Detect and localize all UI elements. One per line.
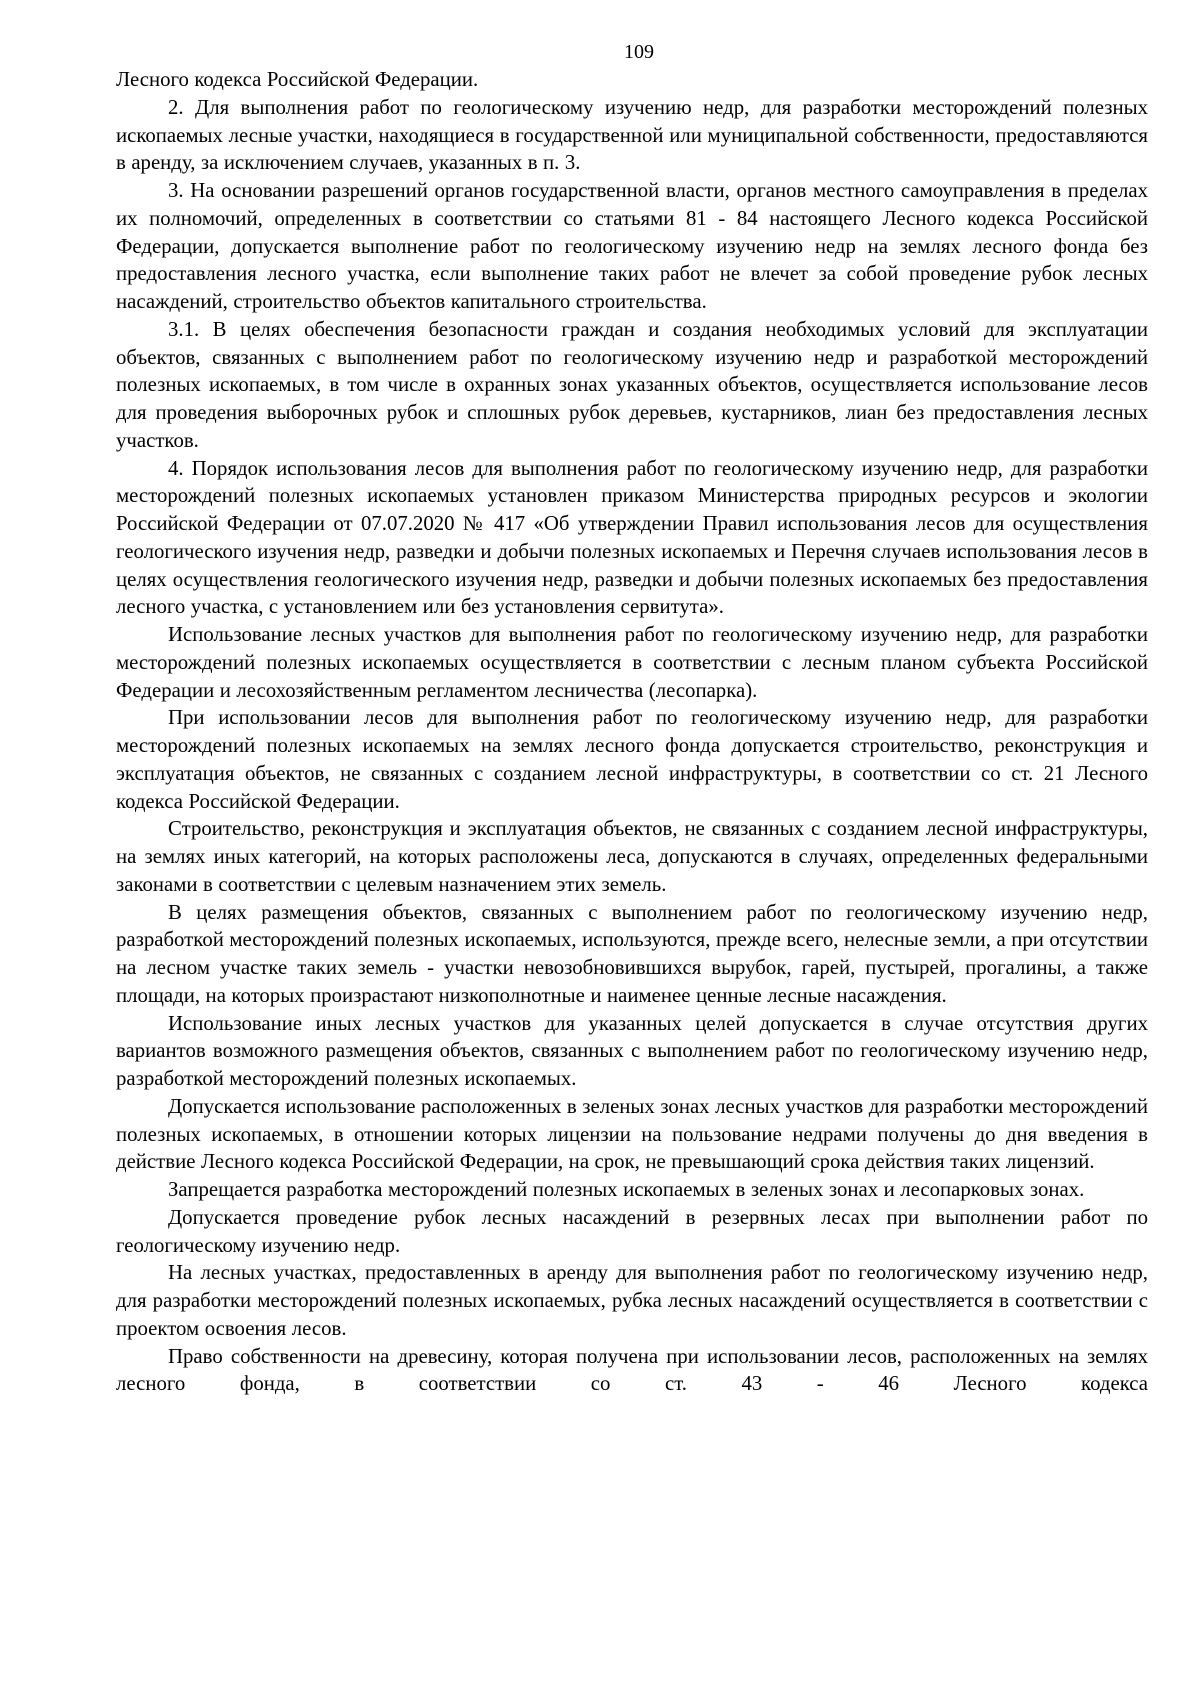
paragraph-13: Допускается проведение рубок лесных насаждений в резервных лесах при выполнении работ по геологическому изучению недр. <box>116 1205 1148 1257</box>
page-number: 109 <box>624 41 654 63</box>
paragraph-4: 3.1. В целях обеспечения безопасности граждан и создания необходимых условий для эксплуатации объектов, связанных с выполнением работ по геологическому изучению недр и разработкой месторождений полезных ископаемых, в том числе в охранных зонах указанных объектов, осуществляется использование лесов для проведения выборочных рубок и сплошных рубок деревьев, кустарников, лиан без предоставления лесных участков. <box>116 317 1148 452</box>
paragraph-11: Допускается использование расположенных в зеленых зонах лесных участков для разработки месторождений полезных ископаемых, в отношении которых лицензии на пользование недрами получены до дня введения в действие Лесного кодекса Российской Федерации, на срок, не превышающий срока действия таких лицензий. <box>116 1094 1148 1174</box>
paragraph-1: Лесного кодекса Российской Федерации. <box>116 68 479 91</box>
paragraph-7: При использовании лесов для выполнения работ по геологическому изучению недр, для разработки месторождений полезных ископаемых на землях лесного фонда допускается строительство, реконструкция и эксплуатация объектов, не связанных с созданием лесной инфраструктуры, в соответствии со ст. 21 Лесного кодекса Российской Федерации. <box>116 706 1148 813</box>
paragraph-6: Использование лесных участков для выполнения работ по геологическому изучению недр, для разработки месторождений полезных ископаемых осуществляется в соответствии с лесным планом субъекта Российской Федерации и лесохозяйственным регламентом лесничества (лесопарка). <box>116 623 1148 702</box>
paragraph-8: Строительство, реконструкция и эксплуатация объектов, не связанных с созданием лесной инфраструктуры, на землях иных категорий, на которых расположены леса, допускаются в случаях, определенных федеральными законами в соответствии с целевым назначением этих земель. <box>116 817 1148 896</box>
paragraph-12: Запрещается разработка месторождений полезных ископаемых в зеленых зонах и лесопарковых зонах. <box>168 1178 1085 1201</box>
paragraph-15: Право собственности на древесину, которая получена при использовании лесов, расположенных на землях лесного фонда, в соответствии со ст. 43 - 46 Лесного кодекса <box>116 1344 1148 1396</box>
paragraph-10: Использование иных лесных участков для указанных целей допускается в случае отсутствия других вариантов возможного размещения объектов, связанных с выполнением работ по геологическому изучению недр, разработкой месторождений полезных ископаемых. <box>116 1011 1148 1090</box>
paragraph-2: 2. Для выполнения работ по геологическому изучению недр, для разработки месторождений полезных ископаемых лесные участки, находящиеся в государственной или муниципальной собственности, предоставляются в аренду, за исключением случаев, указанных в п. 3. <box>116 95 1148 175</box>
paragraph-3: 3. На основании разрешений органов государственной власти, органов местного самоуправления в пределах их полномочий, определенных в соответствии со статьями 81 - 84 настоящего Лесного кодекса Российской Федерации, допускается выполнение работ по геологическому изучению недр на землях лесного фонда без предоставления лесного участка, если выполнение таких работ не влечет за собой проведение рубок лесных насаждений, строительство объектов капитального строительства. <box>116 179 1148 313</box>
paragraph-9: В целях размещения объектов, связанных с выполнением работ по геологическому изучению недр, разработкой месторождений полезных ископаемых, используются, прежде всего, нелесные земли, а при отсутствии на лесном участке таких земель - участки невозобновившихся вырубок, гарей, пустырей, прогалины, а также площади, на которых произрастают низкополнотные и наименее ценные лесные насаждения. <box>116 900 1148 1007</box>
paragraph-14: На лесных участках, предоставленных в аренду для выполнения работ по геологическому изучению недр, для разработки месторождений полезных ископаемых, рубка лесных насаждений осуществляется в соответствии с проектом освоения лесов. <box>116 1261 1148 1340</box>
paragraph-5: 4. Порядок использования лесов для выполнения работ по геологическому изучению недр, для разработки месторождений полезных ископаемых установлен приказом Министерства природных ресурсов и экологии Российской Федерации от 07.07.2020 № 417 «Об утверждении Правил использования лесов для осуществления геологического изучения недр, разведки и добычи полезных ископаемых и Перечня случаев использования лесов в целях осуществления геологического изучения недр, разведки и добычи полезных ископаемых без предоставления лесного участка, с установлением или без установления сервитута». <box>116 456 1148 619</box>
